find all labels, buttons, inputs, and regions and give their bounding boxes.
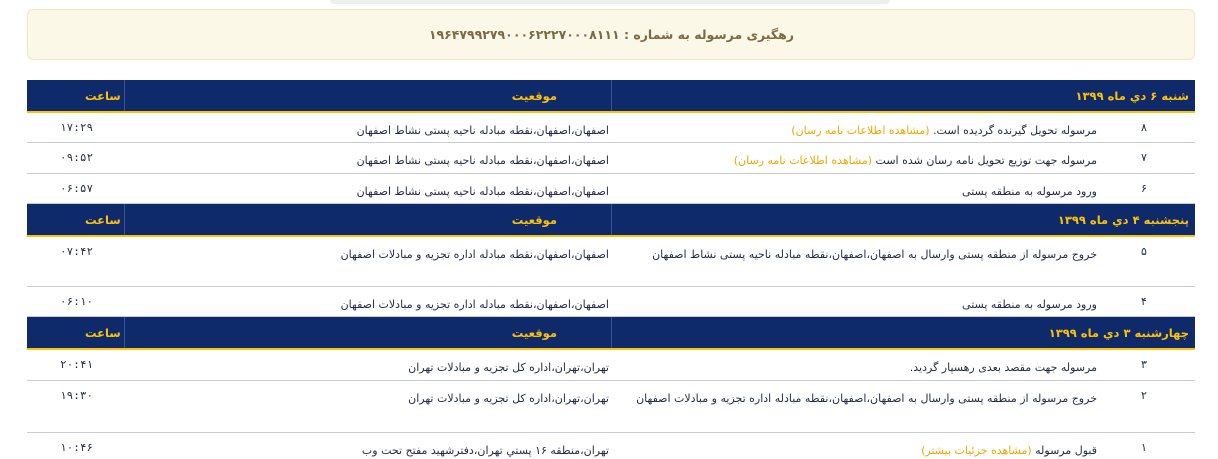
event-description-text: مرسوله تحویل گیرنده گردیده است. <box>933 124 1097 137</box>
day-date: شنبه ۶ دي ماه ۱۳۹۹ <box>1075 89 1189 103</box>
event-time: ۰۶:۱۰ <box>60 295 94 308</box>
view-more-details-link[interactable]: (مشاهده جزئیات بیشتر) <box>921 444 1032 457</box>
event-description-text: مرسوله جهت مقصد بعدی رهسپار گردید. <box>909 361 1097 374</box>
event-row <box>27 174 1195 204</box>
day-header <box>27 317 1195 350</box>
event-location: اصفهان،اصفهان،نقطه مبادله ناحیه پستی نشاط اصفهان <box>356 154 609 167</box>
event-row <box>27 287 1195 317</box>
event-number: ۶ <box>1141 182 1147 195</box>
event-description <box>627 295 1097 315</box>
event-description-text: خروج مرسوله از منطقه پستی وارسال به اصفهان،اصفهان،نقطه مبادله ناحیه پستی نشاط اصفهان <box>652 248 1097 261</box>
event-time: ۲۰:۴۱ <box>60 358 94 371</box>
event-description-text: قبول مرسوله <box>1035 444 1097 457</box>
event-description <box>627 151 1097 171</box>
top-shadow <box>330 0 890 4</box>
event-number: ۲ <box>1141 389 1147 402</box>
location-header: موقعیت <box>511 326 557 340</box>
view-postman-info-link[interactable]: (مشاهده اطلاعات نامه رسان) <box>733 154 873 167</box>
view-postman-info-link[interactable]: (مشاهده اطلاعات نامه رسان) <box>791 124 930 137</box>
event-row <box>27 113 1195 143</box>
column-divider <box>124 204 125 235</box>
tracking-title: رهگیری مرسوله به شماره : ۱۹۶۴۷۹۹۲۷۹۰۰۰۶۲۲۲۷۰۰۰۸۱۱۱ <box>428 27 794 42</box>
event-time: ۱۰:۴۶ <box>60 441 94 454</box>
event-number: ۸ <box>1141 121 1147 134</box>
event-row <box>27 433 1195 459</box>
event-location: اصفهان،اصفهان،نقطه مبادله ناحیه پستی نشاط اصفهان <box>356 124 609 137</box>
column-divider <box>124 80 125 111</box>
event-number: ۱ <box>1141 441 1147 454</box>
event-number: ۴ <box>1141 295 1147 308</box>
tracking-table <box>27 80 1195 459</box>
event-description <box>627 441 1097 459</box>
time-header: ساعت <box>85 89 121 103</box>
event-location: تهران،منطقه ۱۶ پستي تهران،دفترشهید مفتح تحت وب <box>361 444 609 457</box>
event-number: ۵ <box>1141 245 1147 258</box>
event-description-text: خروج مرسوله از منطقه پستی وارسال به اصفهان،اصفهان،نقطه مبادله اداره تجزیه و مبادلات اصفهان <box>636 392 1097 405</box>
column-divider <box>124 317 125 348</box>
day-date: پنجشنبه ۴ دي ماه ۱۳۹۹ <box>1057 213 1189 227</box>
day-header <box>27 204 1195 237</box>
time-header: ساعت <box>85 326 121 340</box>
event-location: اصفهان،اصفهان،نقطه مبادله ناحیه پستی نشاط اصفهان <box>356 185 609 198</box>
event-description <box>627 389 1097 409</box>
event-description <box>627 245 1097 265</box>
event-location: تهران،تهران،اداره کل تجزیه و مبادلات تهران <box>408 392 609 405</box>
column-divider <box>611 80 612 111</box>
event-description <box>627 121 1097 141</box>
event-row <box>27 381 1195 433</box>
location-header: موقعیت <box>511 213 557 227</box>
column-divider <box>611 204 612 235</box>
event-description-text: ورود مرسوله به منطقه پستی <box>962 185 1097 198</box>
event-row <box>27 143 1195 174</box>
event-location: اصفهان،اصفهان،نقطه مبادله اداره تجزیه و مبادلات اصفهان <box>340 298 609 311</box>
event-time: ۱۷:۲۹ <box>60 121 94 134</box>
time-header: ساعت <box>85 213 121 227</box>
event-time: ۰۹:۵۲ <box>60 151 94 164</box>
event-location: اصفهان،اصفهان،نقطه مبادله اداره تجزیه و مبادلات اصفهان <box>340 248 609 261</box>
event-time: ۰۶:۵۷ <box>60 182 94 195</box>
day-date: چهارشنبه ۳ دي ماه ۱۳۹۹ <box>1048 326 1189 340</box>
event-location: تهران،تهران،اداره کل تجزیه و مبادلات تهران <box>408 361 609 374</box>
event-number: ۷ <box>1141 151 1147 164</box>
event-time: ۱۹:۳۰ <box>60 389 94 402</box>
event-number: ۳ <box>1141 358 1147 371</box>
column-divider <box>611 317 612 348</box>
event-description <box>627 358 1097 378</box>
event-description-text: ورود مرسوله به منطقه پستی <box>962 298 1097 311</box>
location-header: موقعیت <box>511 89 557 103</box>
tracking-banner <box>27 9 1195 60</box>
event-description-text: مرسوله جهت توزیع تحویل نامه رسان شده است <box>875 154 1097 167</box>
event-row <box>27 237 1195 287</box>
event-description <box>627 182 1097 202</box>
event-row <box>27 350 1195 381</box>
event-time: ۰۷:۴۲ <box>60 245 94 258</box>
day-header <box>27 80 1195 113</box>
